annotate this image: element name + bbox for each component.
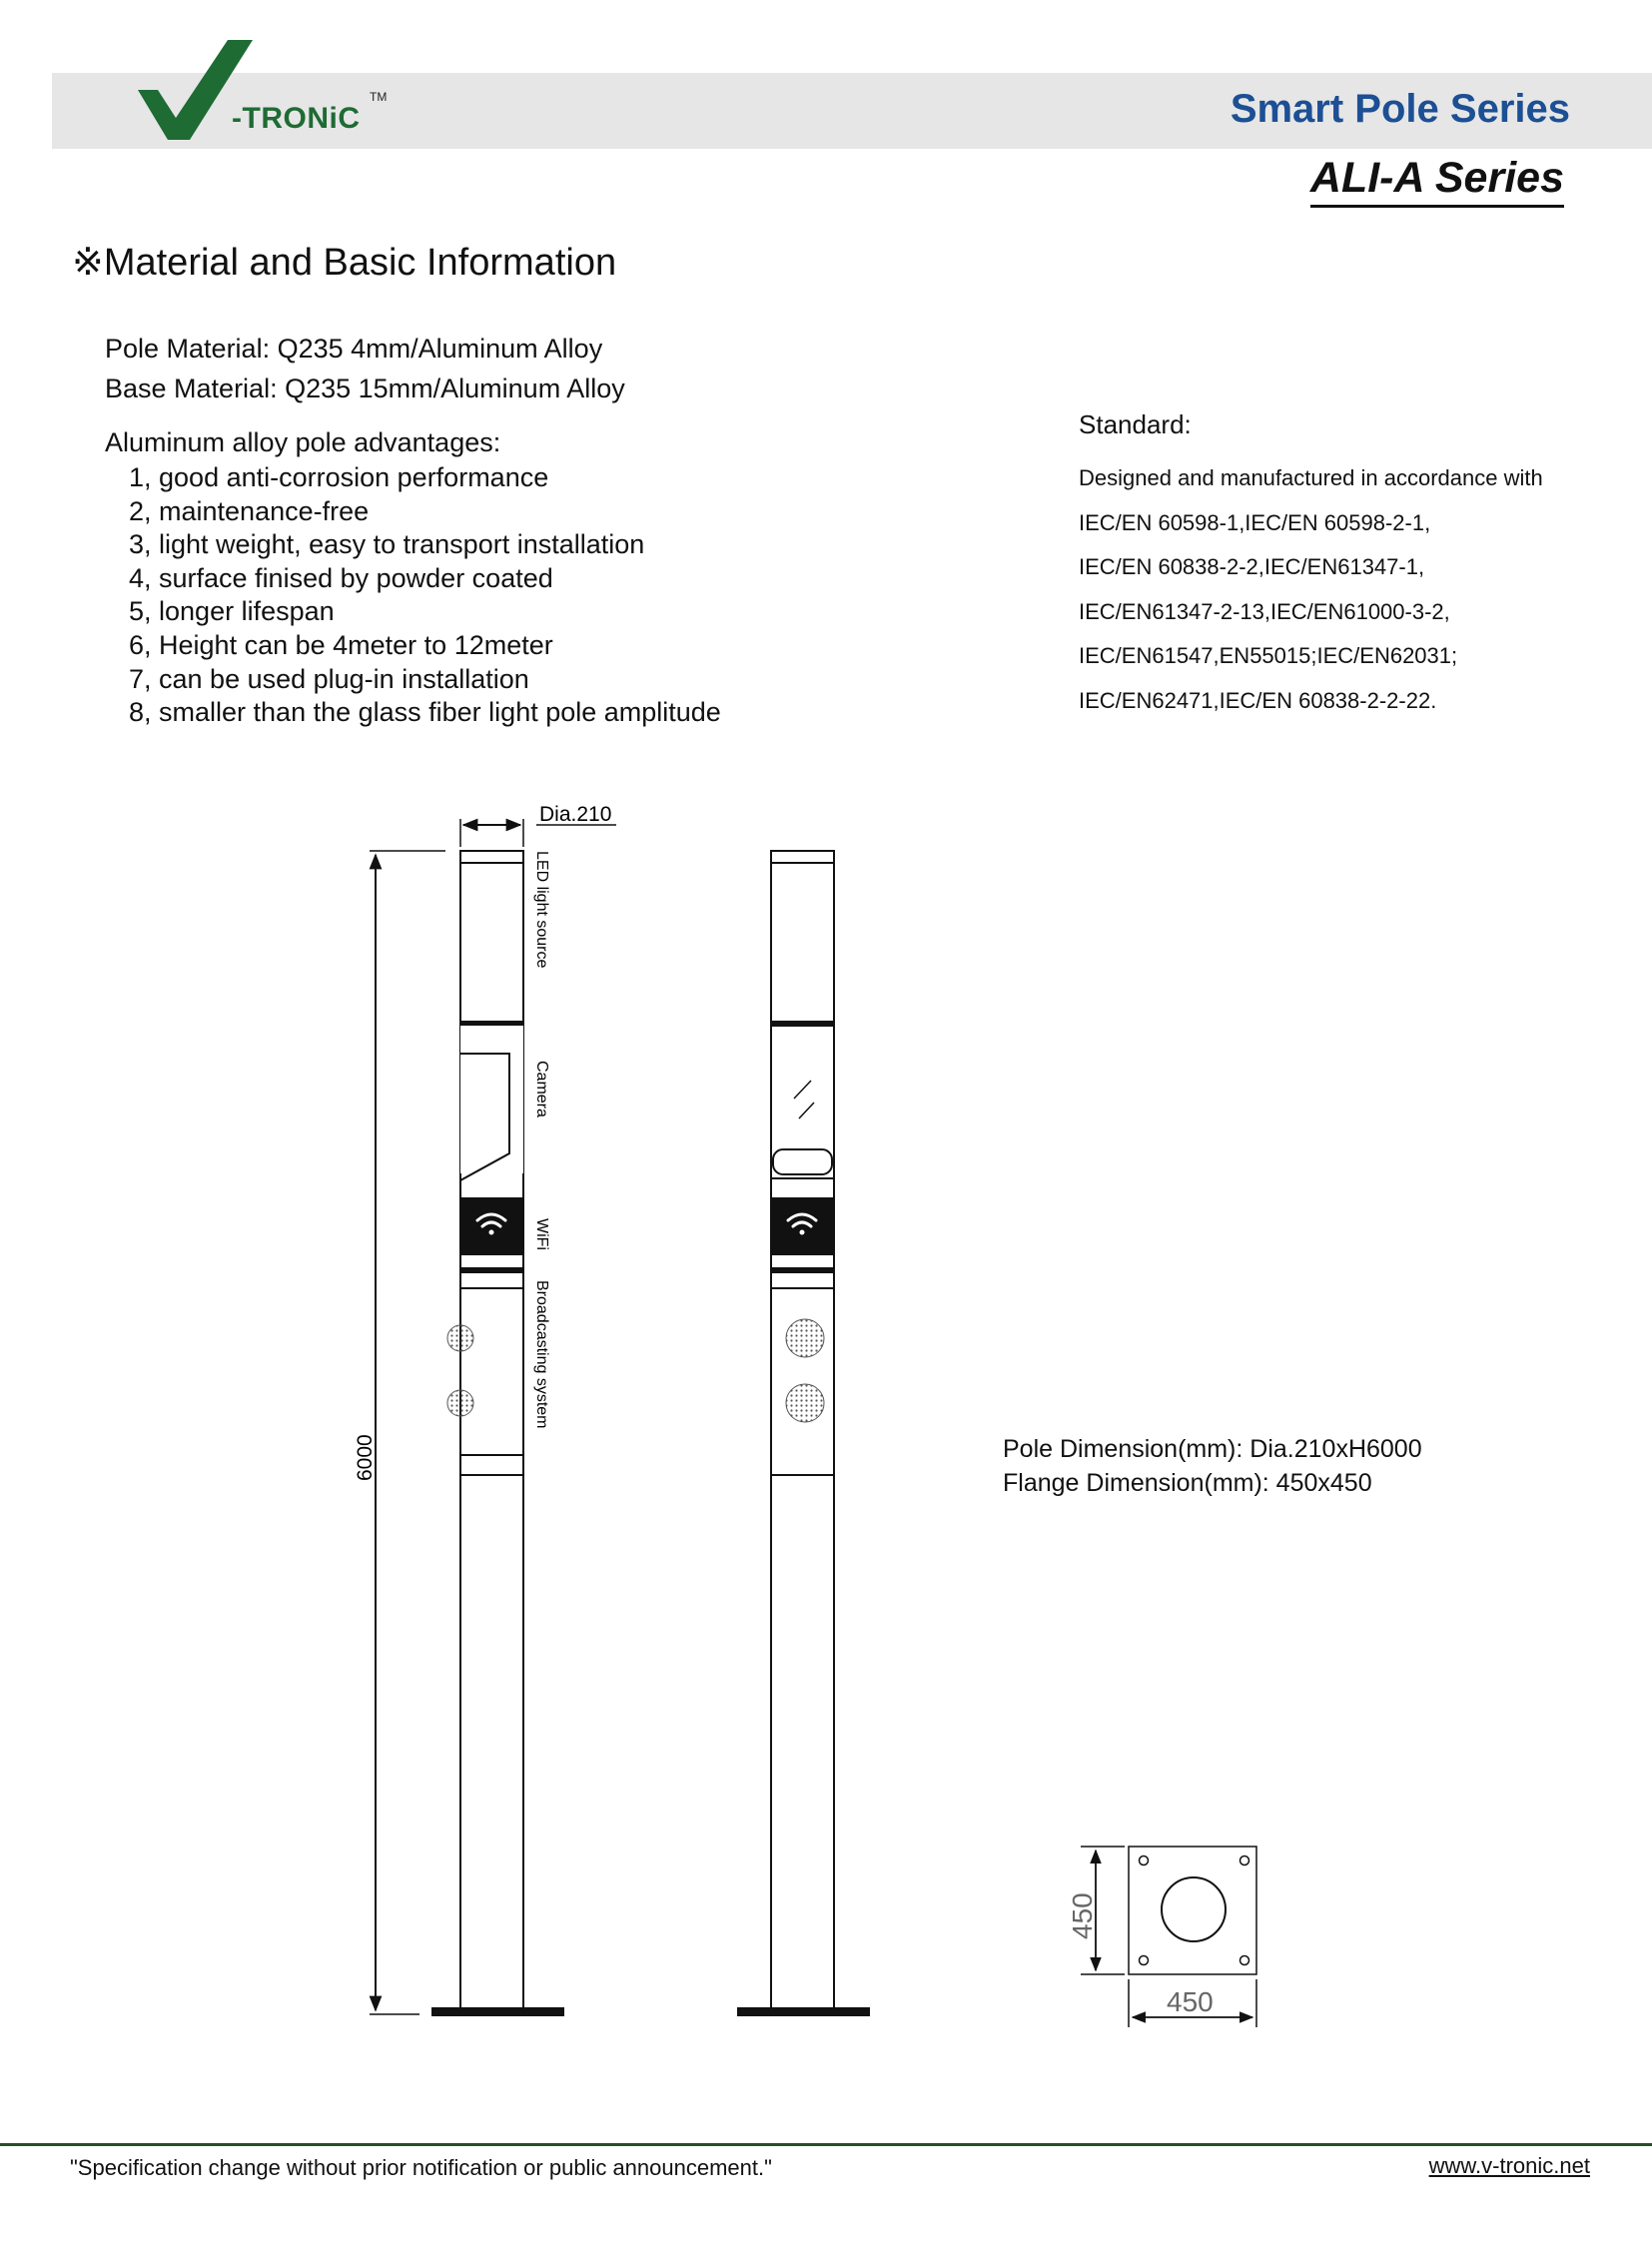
list-item: 8, smaller than the glass fiber light pole amplitude (129, 697, 721, 728)
standard-line: IEC/EN 60838-2-2,IEC/EN61347-1, (1079, 554, 1425, 579)
standard-line: IEC/EN61347-2-13,IEC/EN61000-3-2, (1079, 598, 1450, 624)
sub-title: ALI-A Series (1310, 154, 1564, 208)
list-item: 2, maintenance-free (129, 495, 370, 526)
section-heading: ※Material and Basic Information (72, 242, 617, 284)
standard-line: Designed and manufactured in accordance with (1079, 465, 1543, 490)
website-link[interactable]: www.v-tronic.net (1428, 2153, 1590, 2178)
diameter-dimension (460, 803, 616, 847)
wifi-label: WiFi (533, 1218, 550, 1250)
logo-text: -TRONiC (232, 102, 361, 135)
diameter-label: Dia.210 (539, 803, 612, 826)
led-label: LED light source (533, 851, 550, 969)
footer-rule (0, 2143, 1652, 2146)
series-title: Smart Pole Series (1230, 87, 1570, 131)
dimensions-block (1003, 1432, 1422, 1500)
list-item: 4, surface finised by powder coated (129, 562, 553, 593)
flange-width-label: 450 (1167, 1986, 1214, 2017)
speaker-icon (786, 1319, 824, 1357)
speaker-icon (786, 1384, 824, 1422)
pole-front-view (431, 851, 564, 2016)
flange-dimension: Flange Dimension(mm): 450x450 (1003, 1469, 1372, 1497)
list-item: 3, light weight, easy to transport installation (129, 529, 645, 560)
standard-line: IEC/EN61547,EN55015;IEC/EN62031; (1079, 643, 1458, 668)
footer-note: "Specification change without prior notification or public announcement." (70, 2155, 772, 2180)
list-item: 5, longer lifespan (129, 596, 335, 627)
list-item: 1, good anti-corrosion performance (129, 462, 549, 492)
standard-line: IEC/EN 60598-1,IEC/EN 60598-2-1, (1079, 509, 1431, 535)
broadcast-label: Broadcasting system (533, 1280, 550, 1429)
height-label: 6000 (354, 1434, 377, 1481)
camera-label: Camera (533, 1061, 550, 1118)
advantages-title: Aluminum alloy pole advantages: (105, 427, 501, 457)
pole-material: Pole Material: Q235 4mm/Aluminum Alloy (105, 334, 603, 364)
list-item: 7, can be used plug-in installation (129, 663, 529, 694)
trademark: TM (370, 90, 388, 104)
list-item: 6, Height can be 4meter to 12meter (129, 629, 553, 660)
pole-dimension: Pole Dimension(mm): Dia.210xH6000 (1003, 1435, 1422, 1463)
standard-line: IEC/EN62471,IEC/EN 60838-2-2-22. (1079, 687, 1437, 713)
pole-side-view (737, 851, 870, 2016)
component-labels (533, 851, 550, 1429)
height-dimension (354, 851, 445, 2014)
standard-title: Standard: (1079, 409, 1192, 439)
flange-height-label: 450 (1067, 1892, 1098, 1939)
base-material: Base Material: Q235 15mm/Aluminum Alloy (105, 374, 625, 403)
flange-drawing (1067, 1847, 1256, 2027)
